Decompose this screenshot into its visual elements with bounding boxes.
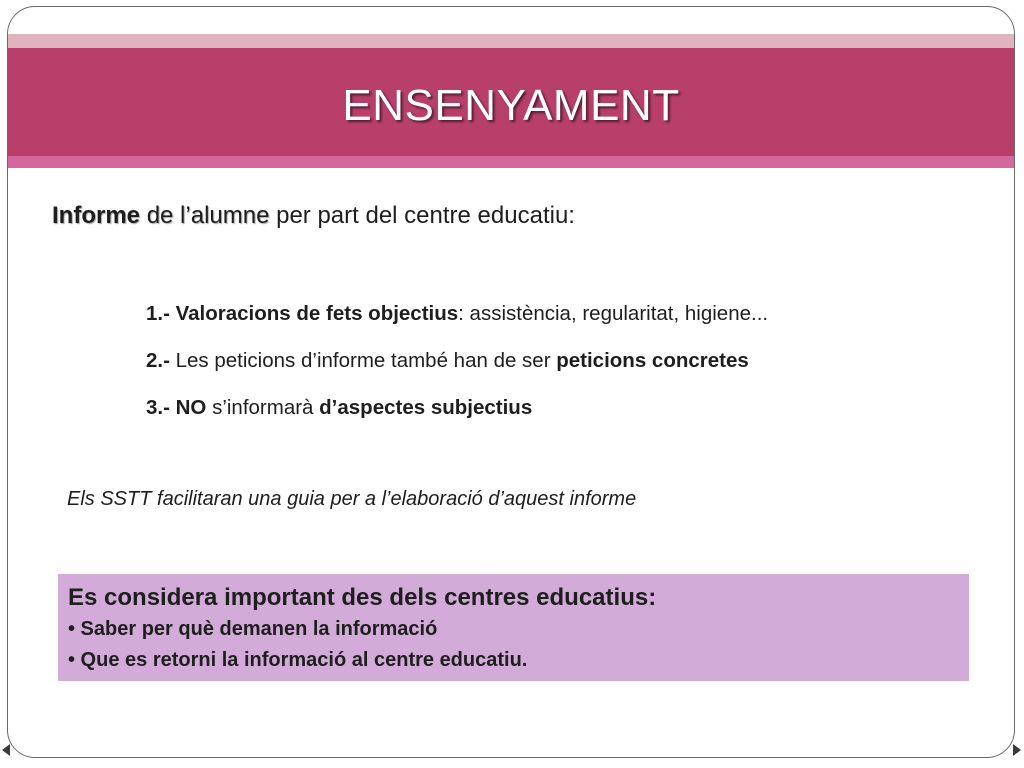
box-bullet-1: • Saber per què demanen la informació [68,618,438,640]
header-bottom-strip [8,156,1014,168]
item-2-bold: 2.- [146,349,170,372]
item-1-text: : assistència, regularitat, higiene... [458,302,769,325]
guide-note: Els SSTT facilitaran una guia per a l’elaboració d’aquest informe [67,488,637,510]
item-2-text: Les peticions d’informe també han de ser [169,349,557,372]
item-3-text: s’informarà [206,396,320,419]
prev-slide-arrow-icon[interactable] [2,744,10,756]
list-item [146,396,768,443]
numbered-list [146,302,768,443]
box-heading: Es considera important des dels centres educatius: [68,584,657,611]
intro-line [52,202,575,230]
list-item [146,302,768,349]
slide [7,6,1015,758]
intro-rest: per part del centre educatiu: [269,202,575,229]
item-3-bold: 3.- NO [146,396,207,419]
item-3-bold-end: d’aspectes subjectius [319,396,533,419]
next-slide-arrow-icon[interactable] [1013,744,1021,756]
item-1-bold: 1.- Valoracions de fets objectius [146,302,459,325]
header-top-strip [8,34,1014,48]
intro-word-alumne: de l’alumne [146,202,270,229]
highlight-box [58,574,969,681]
intro-word-informe: Informe [52,202,141,229]
slide-title: ENSENYAMENT [342,81,680,130]
box-bullet-2: • Que es retorni la informació al centre educatiu. [68,649,528,671]
item-2-bold-end: peticions concretes [556,349,749,372]
list-item [146,349,768,396]
